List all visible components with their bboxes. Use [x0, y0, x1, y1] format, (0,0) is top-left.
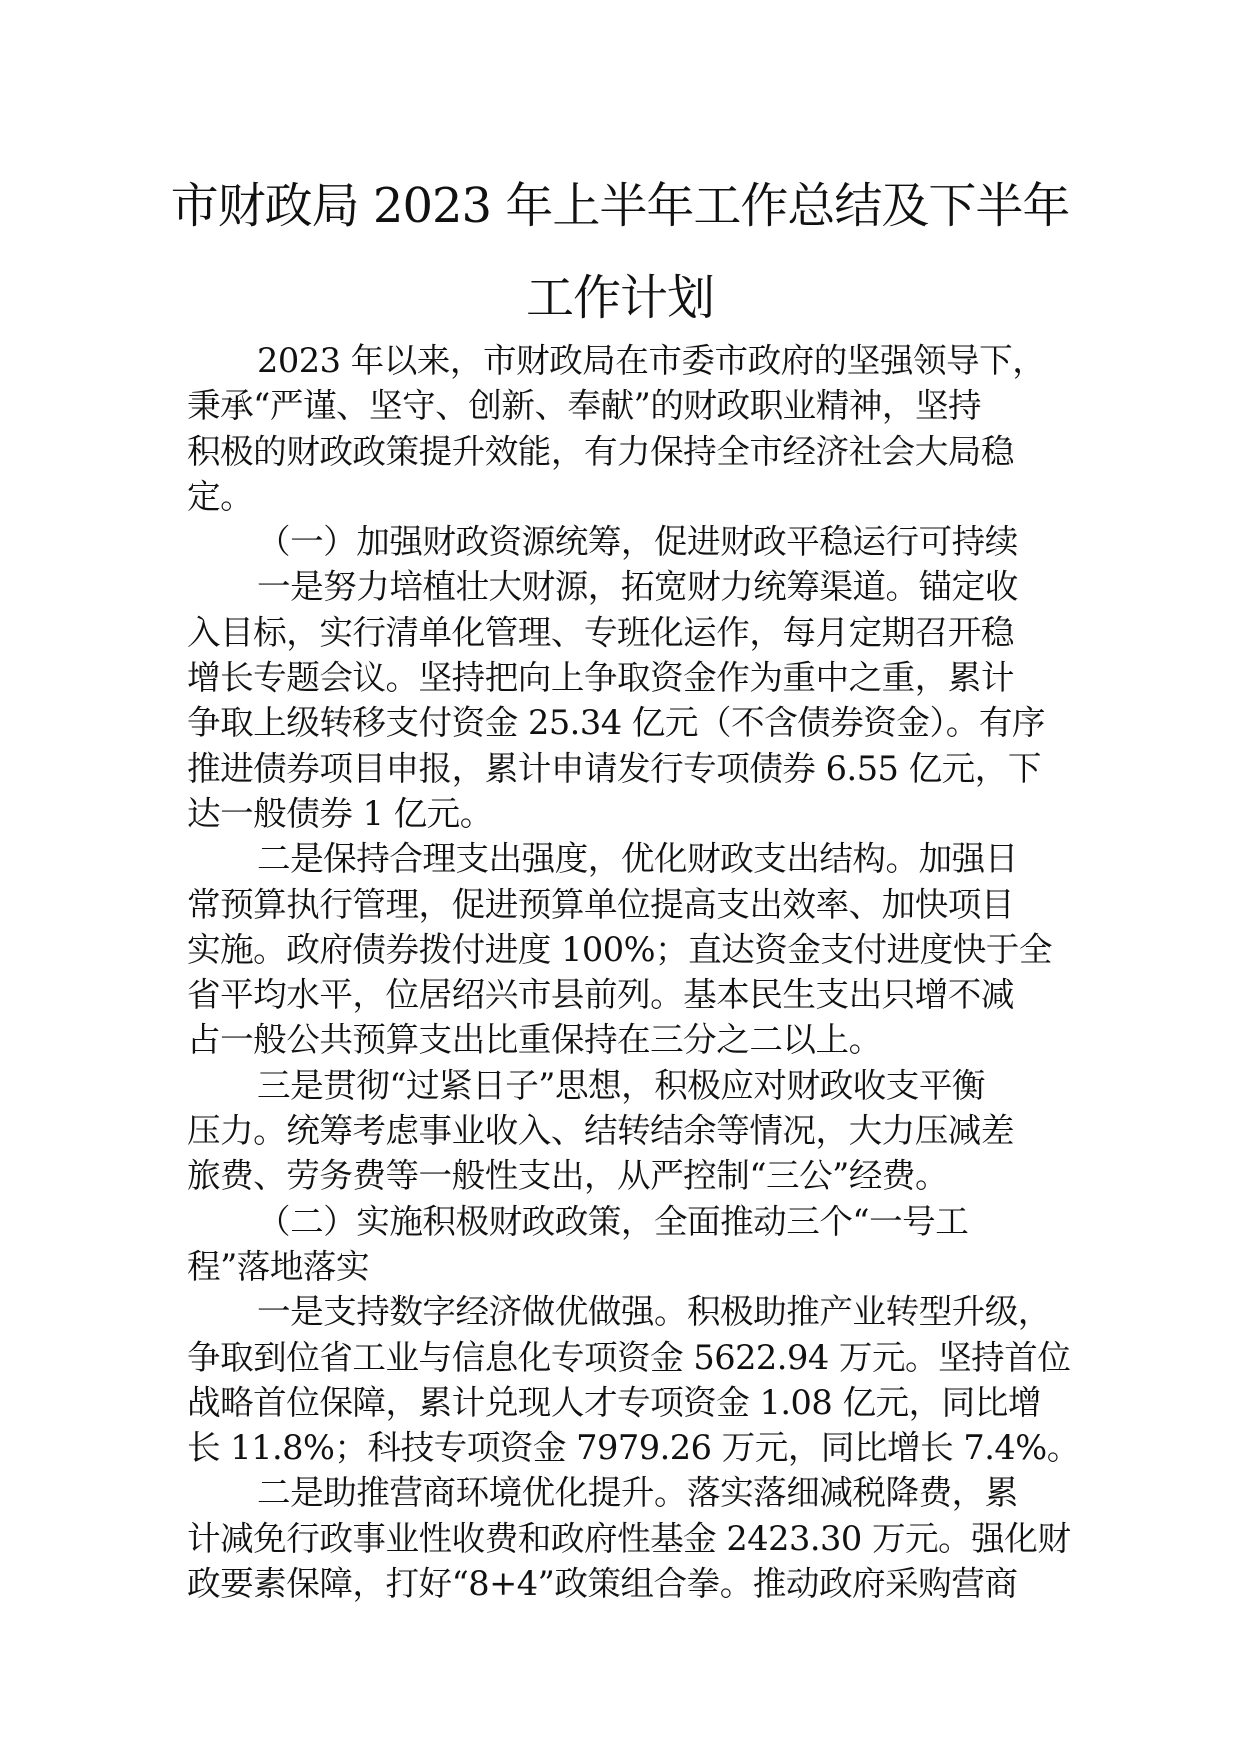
- body-line: 二是保持合理支出强度，优化财政支出结构。加强日: [257, 839, 1018, 879]
- body-line: 达一般债券 1 亿元。: [187, 793, 493, 833]
- title-line-2: 工作计划: [525, 270, 714, 326]
- body-line: 常预算执行管理，促进预算单位提高支出效率、加快项目: [187, 884, 1014, 924]
- body-line: （一）加强财政资源统筹，促进财政平稳运行可持续: [257, 522, 1018, 562]
- body-line: 旅费、劳务费等一般性支出，从严控制“三公”经费。: [187, 1156, 949, 1196]
- body-line: 占一般公共预算支出比重保持在三分之二以上。: [187, 1020, 882, 1060]
- body-line: 增长专题会议。坚持把向上争取资金作为重中之重，累计: [187, 658, 1014, 698]
- body-line: 一是努力培植壮大财源，拓宽财力统筹渠道。锚定收: [257, 567, 1018, 607]
- document-title: [170, 160, 1070, 344]
- body-line: 战略首位保障，累计兑现人才专项资金 1.08 亿元，同比增: [187, 1382, 1041, 1422]
- body-line: 长 11.8%；科技专项资金 7979.26 万元，同比增长 7.4%。: [187, 1428, 1080, 1468]
- body-line: 争取到位省工业与信息化专项资金 5622.94 万元。坚持首位: [187, 1337, 1071, 1377]
- body-line: （二）实施积极财政政策，全面推动三个“一号工: [257, 1201, 969, 1241]
- body-line: 政要素保障，打好“8+4”政策组合拳。推动政府采购营商: [187, 1564, 1018, 1604]
- body-line: 入目标，实行清单化管理、专班化运作，每月定期召开稳: [187, 612, 1014, 652]
- body-line: 秉承“严谨、坚守、创新、奉献”的财政职业精神，坚持: [187, 386, 982, 426]
- body-line: 压力。统筹考虑事业收入、结转结余等情况，大力压减差: [187, 1111, 1014, 1151]
- body-line: 二是助推营商环境优化提升。落实落细减税降费，累: [257, 1473, 1018, 1513]
- body-line: 程”落地落实: [187, 1246, 370, 1286]
- body-line: 积极的财政政策提升效能，有力保持全市经济社会大局稳: [187, 431, 1014, 471]
- title-line-1: 市财政局 2023 年上半年工作总结及下半年: [170, 178, 1070, 234]
- body-line: 省平均水平，位居绍兴市县前列。基本民生支出只增不减: [187, 975, 1014, 1015]
- body-line: 计减免行政事业性收费和政府性基金 2423.30 万元。强化财: [187, 1518, 1071, 1558]
- body-line: 2023 年以来，市财政局在市委市政府的坚强领导下，: [257, 341, 1046, 380]
- document-body: [187, 338, 1080, 1606]
- body-line: 争取上级转移支付资金 25.34 亿元（不含债券资金）。有序: [187, 703, 1045, 743]
- body-line: 三是贯彻“过紧日子”思想，积极应对财政收支平衡: [257, 1065, 985, 1105]
- body-line: 推进债券项目申报，累计申请发行专项债券 6.55 亿元，下: [187, 748, 1041, 788]
- body-line: 实施。政府债券拨付进度 100%；直达资金支付进度快于全: [187, 929, 1052, 969]
- body-line: 一是支持数字经济做优做强。积极助推产业转型升级，: [257, 1292, 1051, 1332]
- body-line: 定。: [187, 476, 254, 516]
